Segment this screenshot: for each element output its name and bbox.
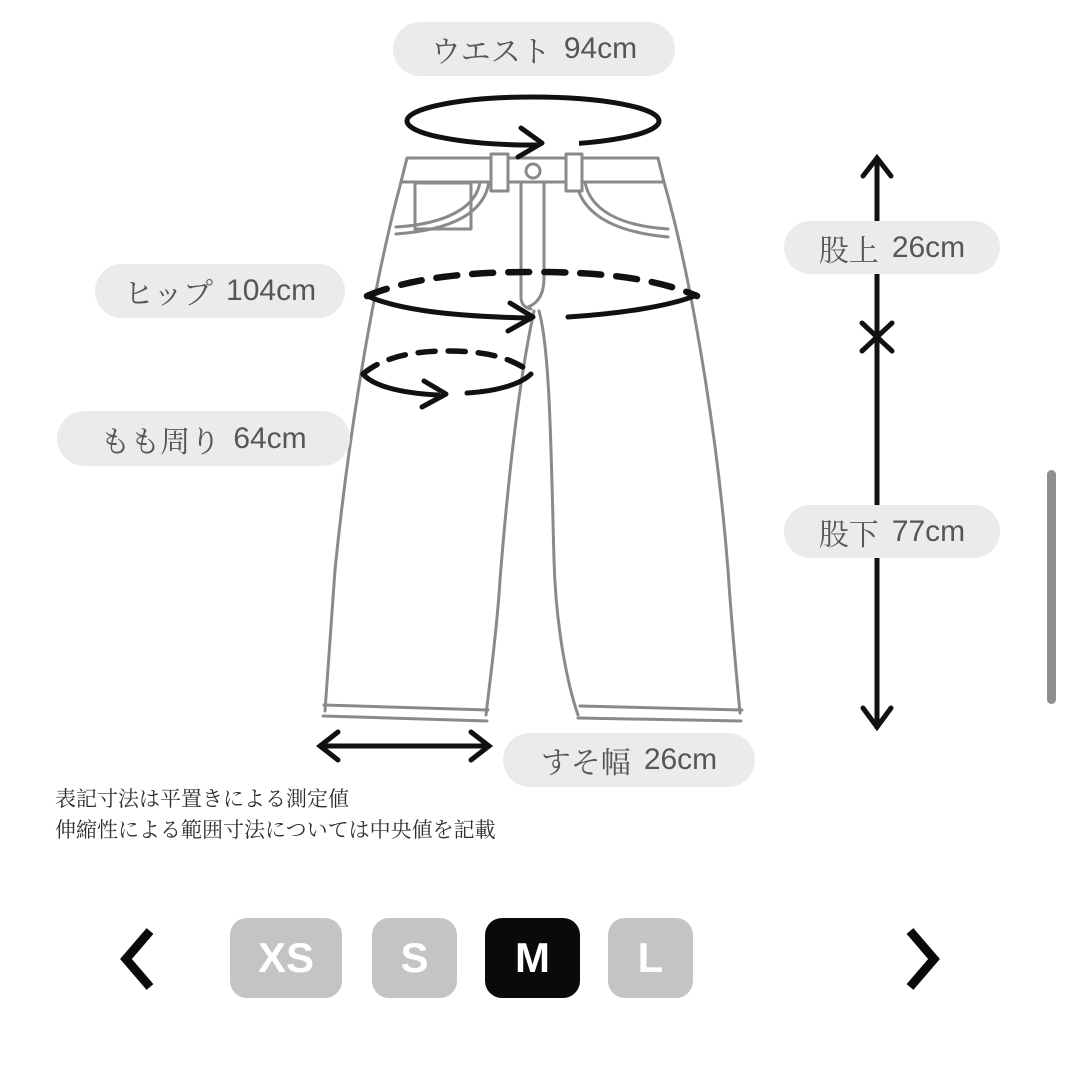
rise-measurement-pill <box>784 221 1000 274</box>
thigh-value: 64cm <box>233 421 307 455</box>
size-button-m[interactable]: M <box>485 918 580 998</box>
inseam-label: 股下 <box>818 518 879 552</box>
thigh-label: もも周り <box>100 425 221 459</box>
hem-width-measurement-pill <box>503 733 755 787</box>
waist-button <box>526 164 540 178</box>
hip-label: ヒップ <box>123 278 214 311</box>
hem-width-value: 26cm <box>643 743 718 776</box>
waist-value: 94cm <box>563 32 638 65</box>
note-line-1: 表記寸法は平置きによる測定値 <box>55 788 349 811</box>
prev-size-button[interactable] <box>108 922 164 996</box>
inseam-measurement-pill <box>784 505 1000 558</box>
belt-loop-right <box>566 154 582 191</box>
size-button-l[interactable]: L <box>608 918 693 998</box>
rise-value: 26cm <box>891 230 966 264</box>
scrollbar-thumb[interactable] <box>1047 470 1056 704</box>
belt-loop-left <box>491 154 508 191</box>
size-button-s[interactable]: S <box>372 918 457 998</box>
thigh-measurement-pill <box>57 411 350 466</box>
left-inner-seam <box>486 311 534 715</box>
hem-width-arrow <box>320 732 489 760</box>
inseam-value: 77cm <box>891 514 966 548</box>
coin-pocket <box>415 183 471 229</box>
waist-measurement-pill <box>393 22 675 76</box>
right-hem <box>578 706 742 721</box>
chevron-left-icon <box>114 925 158 993</box>
hip-measurement-pill <box>95 264 345 318</box>
left-pocket <box>396 182 489 234</box>
waist-label: ウエスト <box>430 36 551 69</box>
pants-outline <box>323 154 742 721</box>
chevron-right-icon <box>902 925 946 993</box>
left-hem <box>323 705 488 721</box>
hip-value: 104cm <box>226 274 317 307</box>
thigh-circumference-arrow <box>363 351 531 407</box>
fly-stitch <box>521 182 544 309</box>
right-pocket <box>576 182 668 237</box>
note-line-2: 伸縮性による範囲寸法については中央値を記載 <box>55 819 496 842</box>
size-button-xs[interactable]: XS <box>230 918 342 998</box>
next-size-button[interactable] <box>896 922 952 996</box>
right-inner-seam <box>539 311 578 715</box>
rise-label: 股上 <box>818 234 879 268</box>
measurement-notes <box>55 784 496 846</box>
right-outer-seam <box>664 182 740 713</box>
waist-circumference-arrow <box>407 97 659 157</box>
hem-width-label: すそ幅 <box>540 747 631 780</box>
